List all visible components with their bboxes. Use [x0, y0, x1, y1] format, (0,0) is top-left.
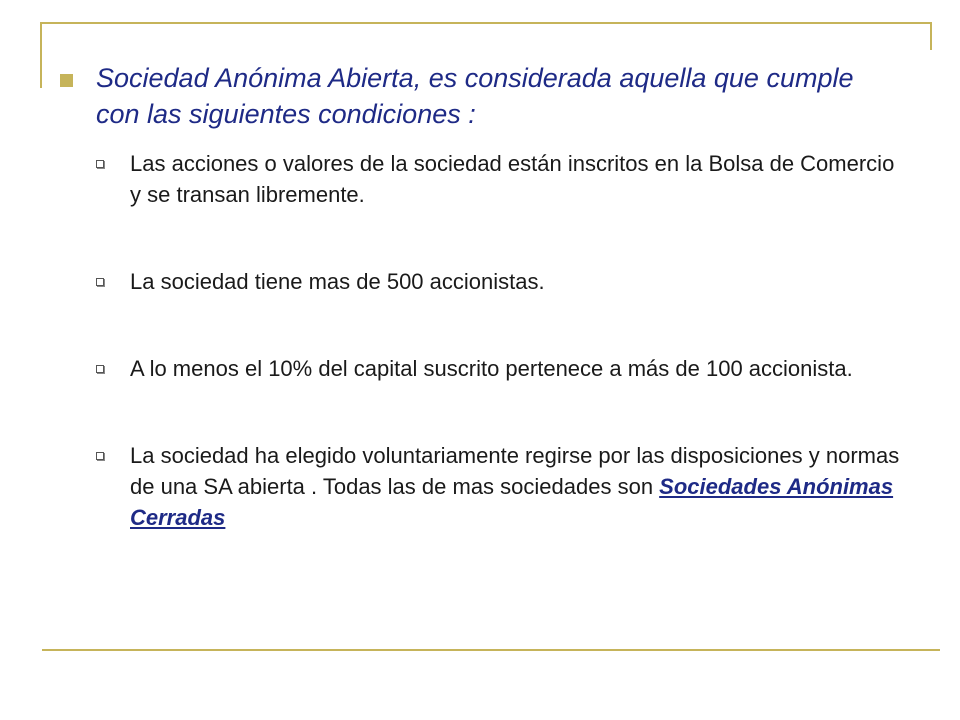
right-rule	[930, 22, 932, 50]
list-item-text: La sociedad tiene mas de 500 accionistas.	[130, 269, 545, 294]
checkbox-bullet-icon	[96, 278, 104, 286]
sociedades-cerradas-link[interactable]: Sociedades Anónimas Cerradas	[130, 474, 894, 530]
list-item	[130, 148, 900, 210]
square-bullet-icon	[60, 74, 73, 87]
list-item-text: La sociedad ha elegido voluntariamente regirse por las disposiciones y normas de una SA abierta . Todas las de mas sociedades son	[130, 443, 900, 499]
top-rule	[40, 22, 932, 24]
checkbox-bullet-icon	[96, 160, 104, 168]
bottom-rule	[42, 649, 940, 651]
list-item	[130, 266, 900, 297]
list-item-text: A lo menos el 10% del capital suscrito pertenece a más de 100 accionista.	[130, 356, 853, 381]
checkbox-bullet-icon	[96, 365, 104, 373]
left-rule	[40, 22, 42, 88]
conditions-list	[60, 148, 900, 533]
heading-text: Sociedad Anónima Abierta, es considerada aquella que cumple con las siguientes condiciones :	[96, 63, 854, 129]
checkbox-bullet-icon	[96, 452, 104, 460]
list-item	[130, 440, 900, 533]
list-item	[130, 353, 900, 384]
list-item-text: Las acciones o valores de la sociedad están inscritos en la Bolsa de Comercio y se transan libremente.	[130, 151, 895, 207]
slide-content	[60, 60, 900, 533]
main-bullet	[60, 60, 900, 132]
